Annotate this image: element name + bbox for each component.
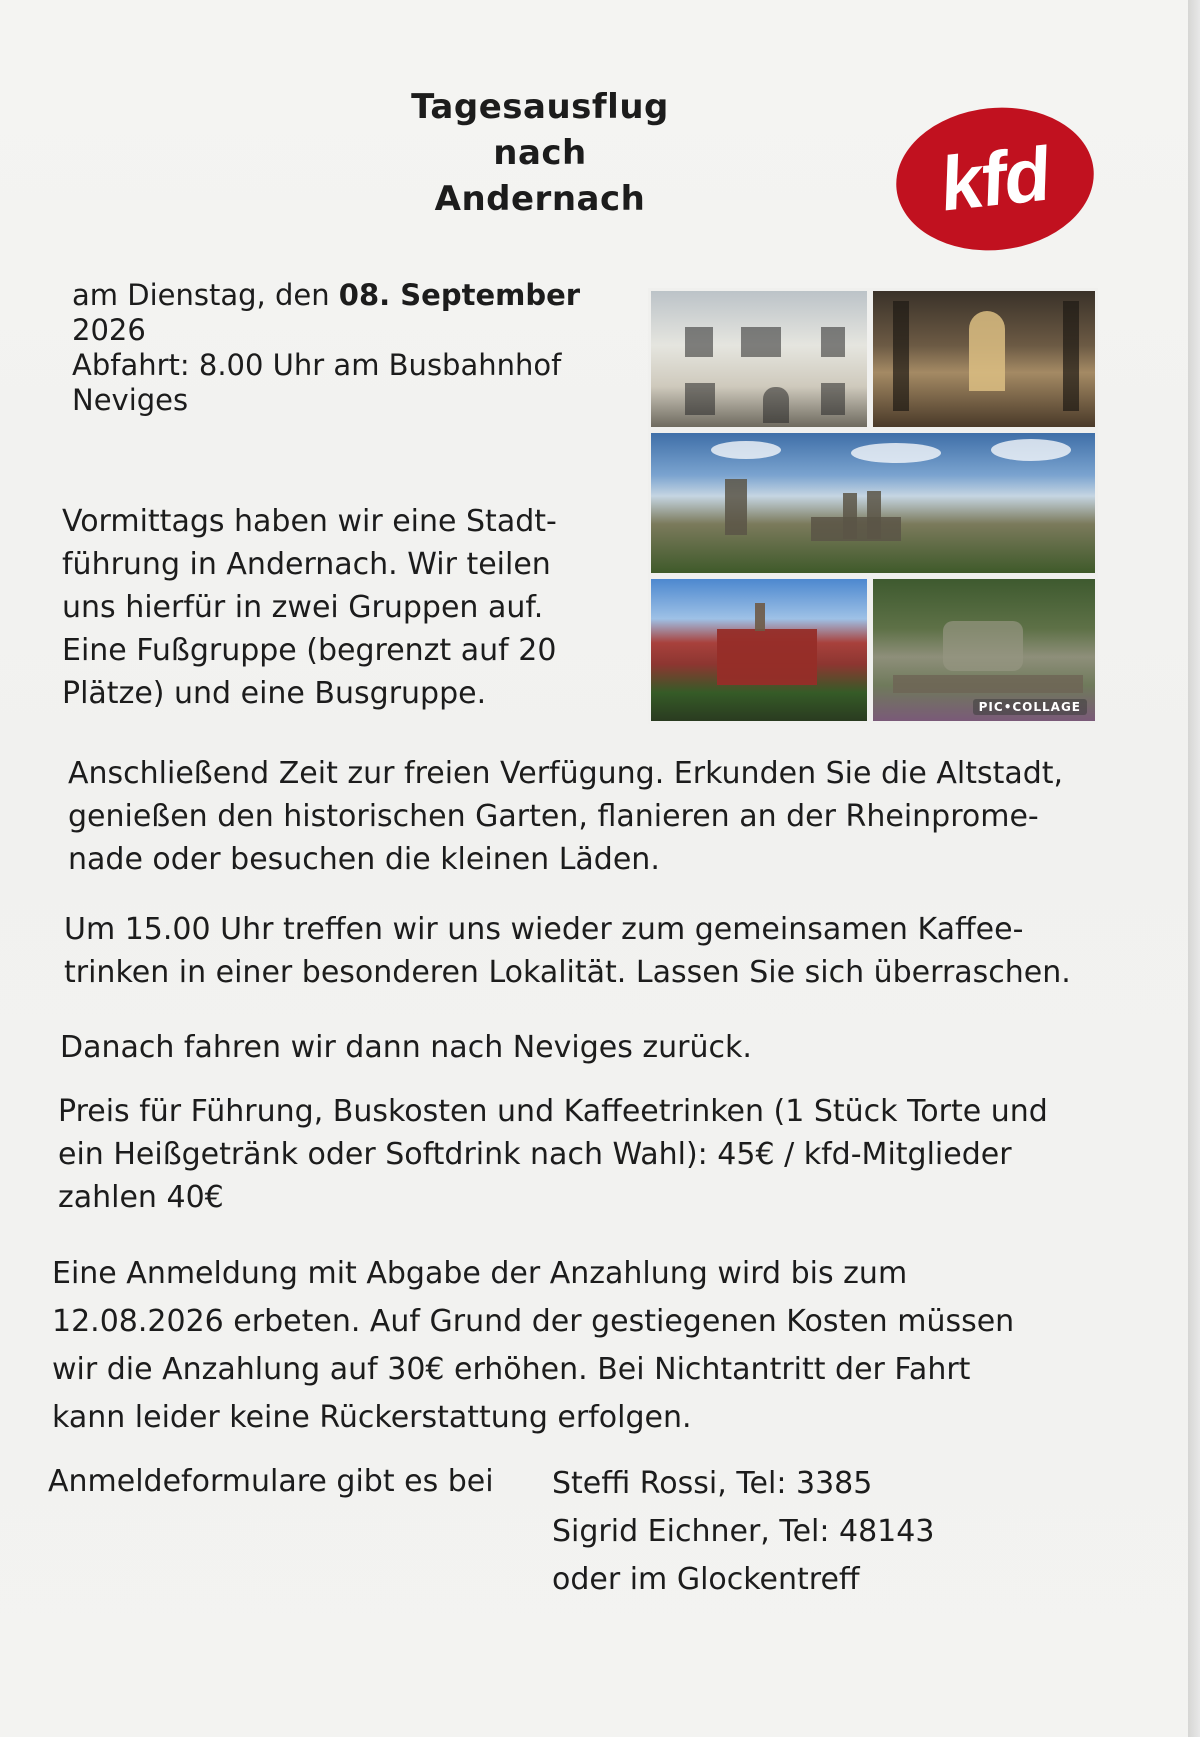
contact-label: Anmeldeformulare gibt es bei xyxy=(48,1464,494,1499)
contact-entry-1: Steffi Rossi, Tel: 3385 xyxy=(552,1466,873,1501)
title-line-2: nach xyxy=(493,133,587,173)
paper-edge xyxy=(1188,0,1200,1737)
price-line-3: zahlen 40€ xyxy=(58,1180,224,1215)
contact-entry-3: oder im Glockentreff xyxy=(552,1562,860,1597)
tour-line-1: Vormittags haben wir eine Stadt- xyxy=(62,504,557,539)
registration-line-4: kann leider keine Rückerstattung erfolgen. xyxy=(52,1400,692,1435)
title-line-3: Andernach xyxy=(434,179,646,219)
return-line-1: Danach fahren wir dann nach Neviges zurück. xyxy=(60,1030,752,1065)
return-paragraph xyxy=(60,1026,752,1069)
coffee-line-2: trinken in einer besonderen Lokalität. Lassen Sie sich überraschen. xyxy=(64,955,1071,990)
price-line-2: ein Heißgetränk oder Softdrink nach Wahl): 45€ / kfd-Mitglieder xyxy=(58,1137,1012,1172)
photo-collage xyxy=(648,288,1098,724)
contact-list xyxy=(552,1460,934,1604)
coffee-line-1: Um 15.00 Uhr treffen wir uns wieder zum gemeinsamen Kaffee- xyxy=(64,912,1024,947)
photo-red-building xyxy=(648,576,870,724)
free-time-line-2: genießen den historischen Garten, flanieren an der Rheinprome- xyxy=(68,799,1039,834)
flyer-title xyxy=(340,84,740,222)
event-date-prefix: am Dienstag, den xyxy=(72,278,339,312)
registration-line-1: Eine Anmeldung mit Abgabe der Anzahlung wird bis zum xyxy=(52,1256,908,1291)
coffee-paragraph xyxy=(64,908,1071,994)
event-year: 2026 xyxy=(72,313,146,347)
photo-skyline xyxy=(648,430,1098,576)
contact-entry-2: Sigrid Eichner, Tel: 48143 xyxy=(552,1514,935,1549)
collage-watermark: PIC•COLLAGE xyxy=(973,699,1087,715)
photo-town-hall xyxy=(648,288,870,430)
free-time-paragraph xyxy=(68,752,1063,881)
title-line-1: Tagesausflug xyxy=(411,87,669,127)
event-date-line xyxy=(72,278,580,313)
price-line-1: Preis für Führung, Buskosten und Kaffeetrinken (1 Stück Torte und xyxy=(58,1094,1048,1129)
tour-line-5: Plätze) und eine Busgruppe. xyxy=(62,676,487,711)
departure-place: Neviges xyxy=(72,383,189,417)
photo-church-interior xyxy=(870,288,1098,430)
tour-line-2: führung in Andernach. Wir teilen xyxy=(62,547,551,582)
registration-paragraph xyxy=(52,1250,1014,1442)
kfd-logo-text: kfd xyxy=(939,130,1051,228)
registration-line-3: wir die Anzahlung auf 30€ erhöhen. Bei Nichtantritt der Fahrt xyxy=(52,1352,971,1387)
registration-line-2: 12.08.2026 erbeten. Auf Grund der gestiegenen Kosten müssen xyxy=(52,1304,1015,1339)
tour-line-3: uns hierfür in zwei Gruppen auf. xyxy=(62,590,544,625)
event-details xyxy=(72,278,580,418)
tour-line-4: Eine Fußgruppe (begrenzt auf 20 xyxy=(62,633,557,668)
free-time-line-1: Anschließend Zeit zur freien Verfügung. Erkunden Sie die Altstadt, xyxy=(68,756,1064,791)
tour-paragraph xyxy=(62,500,557,715)
photo-garden xyxy=(870,576,1098,724)
departure-line: Abfahrt: 8.00 Uhr am Busbahnhof xyxy=(72,348,562,382)
price-paragraph xyxy=(58,1090,1048,1219)
free-time-line-3: nade oder besuchen die kleinen Läden. xyxy=(68,842,660,877)
event-date: 08. September xyxy=(338,278,581,312)
